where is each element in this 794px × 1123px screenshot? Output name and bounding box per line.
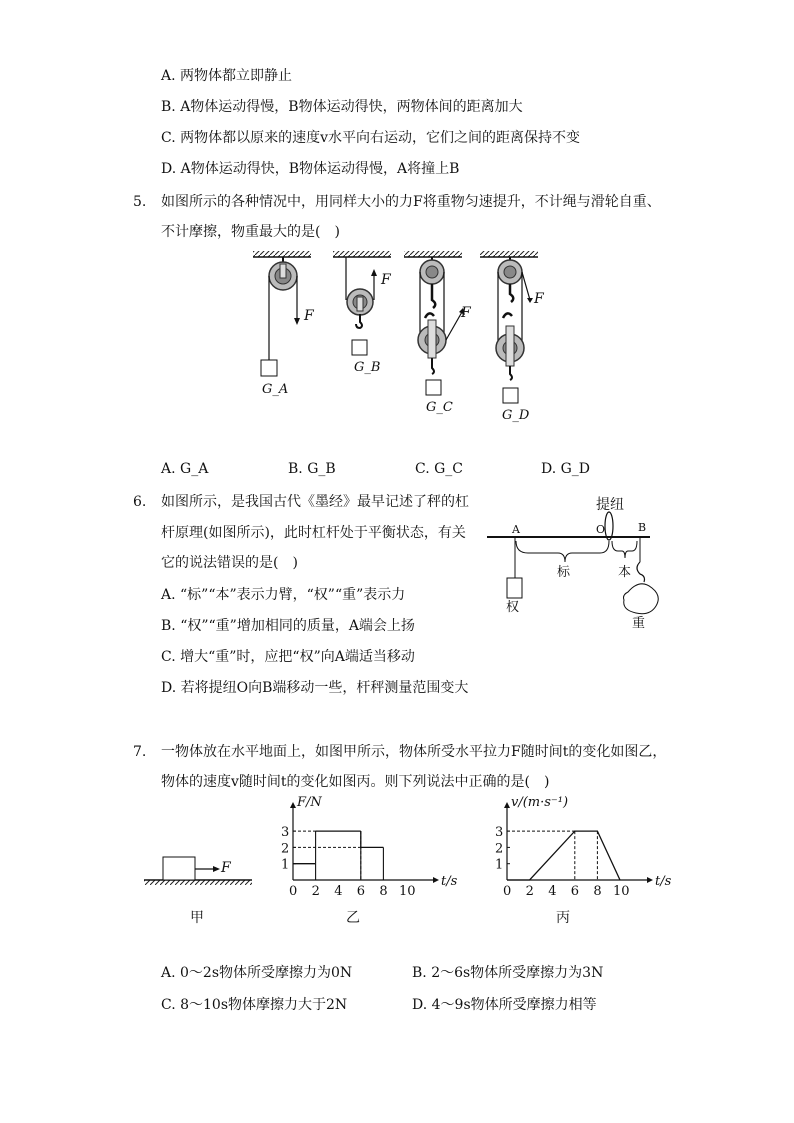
caption-bing: 丙: [556, 910, 570, 926]
label-force-d: F: [534, 291, 544, 307]
label-zhong: 重: [632, 616, 646, 631]
q4-option-a[interactable]: A. 两物体都立即静止: [161, 68, 293, 84]
q5-stem-line1: 如图所示的各种情况中，用同样大小的力F将重物匀速提升，不计绳与滑轮自重、: [161, 194, 661, 210]
q6-option-b[interactable]: B. “权”“重”增加相同的质量，A端会上扬: [161, 618, 415, 634]
label-o: O: [596, 523, 606, 536]
q7-option-d[interactable]: D. 4～9s物体所受摩擦力相等: [412, 997, 597, 1013]
label-force-c: F: [461, 305, 471, 321]
label-a: A: [512, 523, 520, 536]
q7-option-c[interactable]: C. 8～10s物体摩擦力大于2N: [161, 997, 348, 1013]
label-weight-a: G_A: [262, 382, 289, 397]
chart-1-x-tick-label: 0: [503, 884, 512, 899]
chart-1-y-tick-label: 3: [495, 825, 504, 841]
chart-1-x-arrow: [647, 877, 653, 883]
chart-1-y-arrow: [504, 802, 510, 808]
chart-0-y-arrow: [290, 802, 296, 808]
chart-1-y-tick-label: 1: [495, 857, 504, 873]
q5-option-c[interactable]: C. G_C: [415, 461, 464, 477]
q5-option-b[interactable]: B. G_B: [288, 461, 336, 477]
chart-0-x-tick-label: 2: [311, 884, 320, 899]
label-quan: 权: [506, 600, 520, 615]
chart-1-x-tick-label: 10: [613, 884, 630, 899]
chart-0-x-tick-label: 4: [334, 884, 343, 899]
q6-number: 6.: [133, 494, 147, 510]
label-force-a: F: [304, 308, 314, 324]
q7-stem-line2: 物体的速度v随时间t的变化如图丙。则下列说法中正确的是( ): [161, 774, 550, 790]
chart-0-x-tick-label: 0: [289, 884, 298, 899]
q4-option-b[interactable]: B. A物体运动得慢，B物体运动得快，两物体间的距离加大: [161, 99, 523, 115]
label-ben: 本: [618, 565, 632, 580]
chart-1-y-tick-label: 2: [495, 841, 504, 857]
q4-option-d[interactable]: D. A物体运动得快，B物体运动得慢，A将撞上B: [161, 161, 460, 177]
label-force-jia: F: [221, 860, 231, 876]
chart-1-x-tick-label: 8: [593, 884, 602, 899]
q7-option-b[interactable]: B. 2～6s物体所受摩擦力为3N: [412, 965, 604, 981]
chart-0-x-tick-label: 10: [399, 884, 416, 899]
q5-stem-line2: 不计摩擦，物重最大的是( ): [161, 224, 340, 240]
q6-option-a[interactable]: A. “标”“本”表示力臂，“权”“重”表示力: [161, 587, 406, 603]
q7-number: 7.: [133, 744, 147, 760]
q5-option-a[interactable]: A. G_A: [161, 461, 209, 477]
caption-jia: 甲: [190, 910, 204, 926]
label-tinu: 提纽: [596, 497, 624, 513]
chart-0-y-tick-label: 1: [281, 857, 290, 873]
q7-option-a[interactable]: A. 0～2s物体所受摩擦力为0N: [161, 965, 353, 981]
q5-number: 5.: [133, 194, 147, 210]
chart-1-y-axis-label: v/(m·s⁻¹): [511, 795, 569, 810]
q6-stem-line1: 如图所示，是我国古代《墨经》最早记述了秤的杠: [161, 494, 469, 510]
chart-0-y-axis-label: F/N: [297, 795, 322, 810]
chart-0-x-tick-label: 6: [356, 884, 366, 899]
label-b: B: [638, 521, 647, 534]
chart-1-x-tick-label: 6: [570, 884, 580, 899]
chart-1-x-tick-label: 4: [548, 884, 557, 899]
chart-1-series-line: [507, 831, 620, 880]
chart-0-x-arrow: [433, 877, 439, 883]
chart-1-x-axis-label: t/s: [655, 874, 672, 889]
q7-stem-line1: 一物体放在水平地面上，如图甲所示，物体所受水平拉力F随时间t的变化如图乙，: [161, 744, 667, 760]
q4-option-c[interactable]: C. 两物体都以原来的速度v水平向右运动，它们之间的距离保持不变: [161, 130, 581, 146]
q6-stem-line2: 杆原理(如图所示)，此时杠杆处于平衡状态，有关: [161, 525, 466, 541]
chart-1-x-tick-label: 2: [525, 884, 534, 899]
label-weight-b: G_B: [354, 360, 381, 375]
chart-0-x-tick-label: 8: [379, 884, 388, 899]
label-force-b: F: [381, 272, 391, 288]
label-weight-c: G_C: [426, 400, 453, 415]
q6-option-d[interactable]: D. 若将提纽O向B端移动一些，杆秤测量范围变大: [161, 680, 469, 696]
label-weight-d: G_D: [502, 408, 530, 423]
q6-stem-line3: 它的说法错误的是( ): [161, 555, 298, 571]
chart-0-y-tick-label: 2: [281, 841, 290, 857]
caption-yi: 乙: [346, 910, 360, 926]
q6-option-c[interactable]: C. 增大“重”时，应把“权”向A端适当移动: [161, 649, 415, 665]
chart-0-y-tick-label: 3: [281, 825, 290, 841]
chart-0-x-axis-label: t/s: [441, 874, 458, 889]
q5-option-d[interactable]: D. G_D: [541, 461, 591, 477]
label-biao: 标: [557, 565, 571, 580]
